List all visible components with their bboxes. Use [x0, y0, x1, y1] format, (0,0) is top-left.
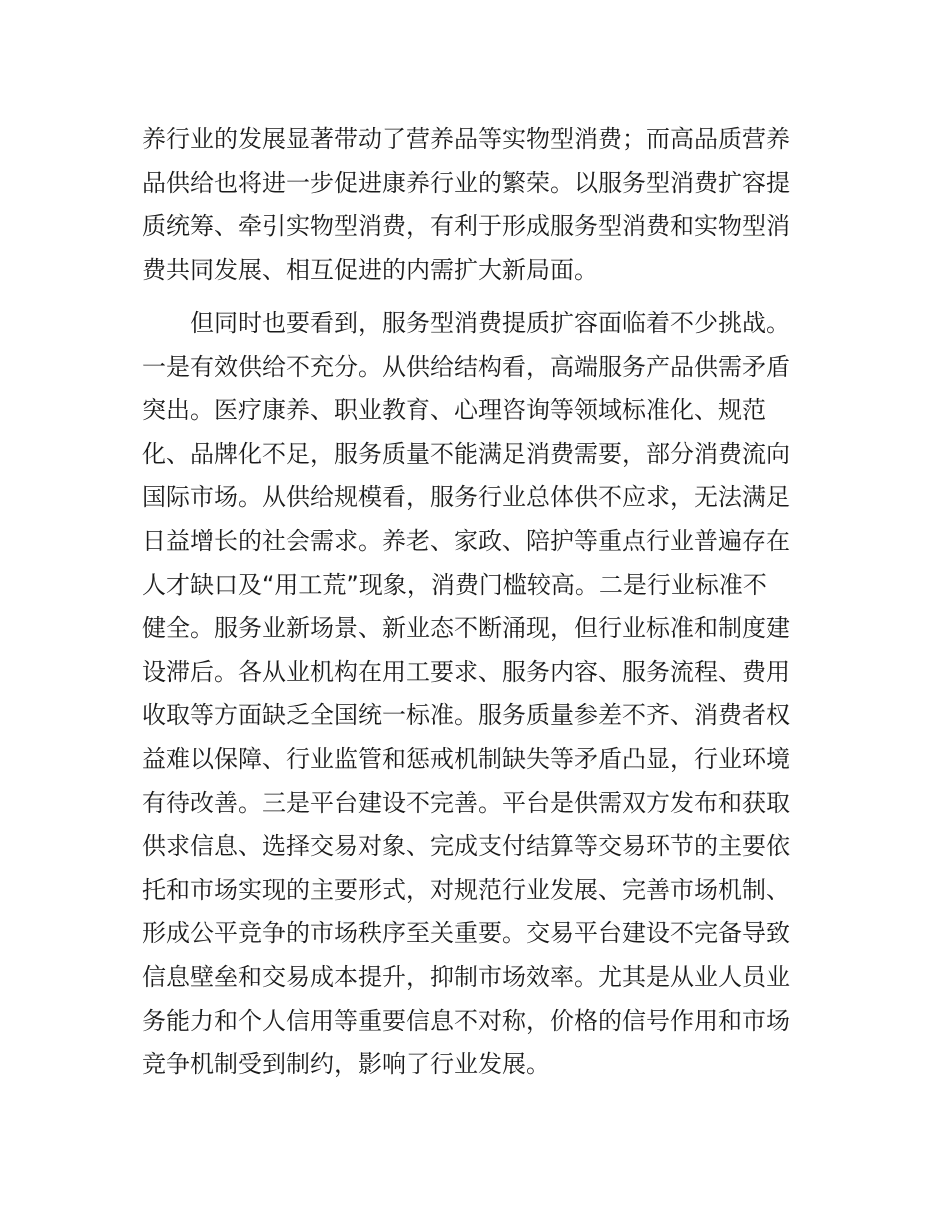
text-line: 形成公平竞争的市场秩序至关重要。交易平台建设不完备导致: [142, 919, 790, 948]
text-line: 有待改善。三是平台建设不完善。平台是供需双方发布和获取: [142, 788, 790, 817]
text-line: 费共同发展、相互促进的内需扩大新局面。: [142, 255, 598, 284]
text-line: 化、品牌化不足，服务质量不能满足消费需要，部分消费流向: [142, 439, 790, 468]
text-line: 品供给也将进一步促进康养行业的繁荣。以服务型消费扩容提: [142, 168, 790, 197]
text-line: 国际市场。从供给规模看，服务行业总体供不应求，无法满足: [142, 483, 790, 512]
text-line: 务能力和个人信用等重要信息不对称，价格的信号作用和市场: [142, 1006, 790, 1035]
text-line: 一是有效供给不充分。从供给结构看，高端服务产品供需矛盾: [142, 352, 790, 381]
text-line: 设滞后。各从业机构在用工要求、服务内容、服务流程、费用: [142, 657, 790, 686]
text-line-first: 但同时也要看到，服务型消费提质扩容面临着不少挑战。: [190, 309, 790, 337]
paragraph-2: [142, 302, 812, 1087]
text-line: 信息壁垒和交易成本提升，抑制市场效率。尤其是从业人员业: [142, 962, 790, 991]
paragraph-1: [142, 118, 812, 292]
text-line: 日益增长的社会需求。养老、家政、陪护等重点行业普遍存在: [142, 526, 790, 555]
text-line: 益难以保障、行业监管和惩戒机制缺失等矛盾凸显，行业环境: [142, 744, 790, 773]
text-line: 突出。医疗康养、职业教育、心理咨询等领域标准化、规范: [142, 396, 766, 425]
text-line: 人才缺口及“用工荒”现象，消费门槛较高。二是行业标准不: [142, 570, 767, 599]
text-line: 质统筹、牵引实物型消费，有利于形成服务型消费和实物型消: [142, 212, 790, 241]
text-line: 收取等方面缺乏全国统一标准。服务质量参差不齐、消费者权: [142, 701, 790, 730]
text-line: 养行业的发展显著带动了营养品等实物型消费；而高品质营养: [142, 125, 790, 153]
text-line: 托和市场实现的主要形式，对规范行业发展、完善市场机制、: [142, 875, 790, 904]
text-line: 健全。服务业新场景、新业态不断涌现，但行业标准和制度建: [142, 614, 790, 643]
text-line: 供求信息、选择交易对象、完成支付结算等交易环节的主要依: [142, 832, 790, 861]
text-line: 竞争机制受到制约，影响了行业发展。: [142, 1050, 550, 1079]
